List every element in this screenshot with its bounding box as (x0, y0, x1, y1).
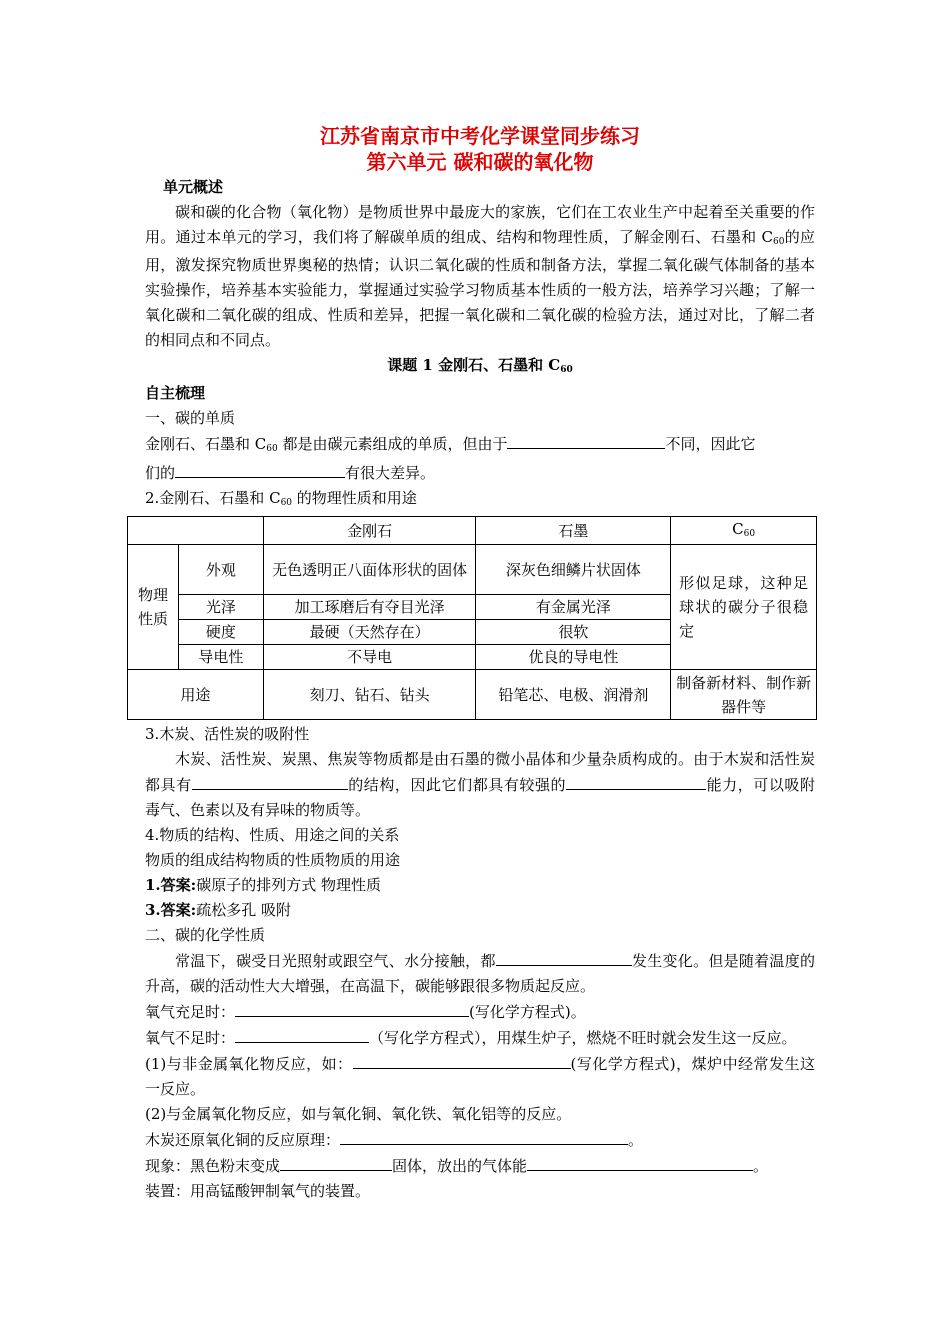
c60-uses: 制备新材料、制作新器件等 (671, 670, 817, 720)
diamond-cell: 最硬（天然存在） (263, 620, 476, 645)
blank-equation-incomplete-combustion[interactable] (235, 1025, 369, 1043)
blank-structure[interactable] (507, 431, 665, 449)
answer-3-text: 疏松多孔 吸附 (196, 901, 291, 919)
c60-header-text: C (732, 520, 744, 538)
overview-subscript: 60 (772, 237, 785, 247)
question-1 (145, 431, 815, 486)
graphite-cell: 很软 (476, 620, 671, 645)
diamond-cell: 无色透明正八面体形状的固体 (263, 545, 476, 595)
q2-text-a: 2.金刚石、石墨和 C (145, 489, 281, 507)
blank-no-change[interactable] (496, 948, 632, 966)
q1-text-e: 有很大差异。 (345, 464, 436, 482)
question-2-heading (145, 486, 815, 514)
phen-text-c: 。 (753, 1157, 769, 1175)
q2-subscript: 60 (280, 498, 293, 508)
unit-title: 第六单元 碳和碳的氧化物 (366, 150, 594, 174)
answer-3 (145, 898, 815, 923)
section-4-line: 物质的组成结构物质的性质物质的用途 (145, 851, 401, 869)
q2-text-b: 的物理性质和用途 (292, 489, 417, 507)
chem-paragraph-1 (145, 948, 815, 999)
lesson-title (145, 353, 815, 381)
col-header-c60 (671, 517, 817, 545)
document-title: 江苏省南京市中考化学课堂同步练习 (320, 124, 640, 148)
principle-text-b: 。 (628, 1131, 644, 1149)
o2-lack-text-b: （写化学方程式），用煤生炉子，燃烧不旺时就会发生这一反应。 (369, 1029, 797, 1047)
section-3-paragraph (145, 747, 815, 823)
diamond-cell: 加工琢磨后有夺目光泽 (263, 595, 476, 620)
diamond-cell: 不导电 (263, 645, 476, 670)
lesson-title-subscript: 60 (560, 365, 573, 375)
physical-properties-label: 物理性质 (128, 545, 179, 670)
chem-p1-text-a: 常温下，碳受日光照射或跟空气、水分接触，都 (175, 952, 496, 970)
r1-text-b: (写化学方程式)，煤炉中经常发生这一反应。 (145, 1055, 815, 1098)
diamond-uses: 刻刀、钻石、钻头 (263, 670, 476, 720)
section-3-heading: 3.木炭、活性炭的吸附性 (145, 725, 310, 743)
blank-equation-cuo-reduction[interactable] (340, 1127, 628, 1145)
blank-properties[interactable] (175, 460, 345, 478)
graphite-cell: 优良的导电性 (476, 645, 671, 670)
phen-text-a: 现象：黑色粉末变成 (145, 1157, 281, 1175)
s3-text-b: 的结构，因此它们都具有较强的 (347, 776, 567, 794)
o2-lack-text-a: 氧气不足时： (145, 1029, 236, 1047)
q1-text-d: 们的 (145, 464, 176, 482)
c60-properties-cell: 形似足球，这种足球状的碳分子很稳定 (671, 545, 817, 670)
col-header-graphite: 石墨 (476, 517, 671, 545)
q1-subscript: 60 (266, 444, 278, 454)
lesson-title-text: 课题 1 金刚石、石墨和 C (387, 356, 561, 374)
phen-text-b: 固体，放出的气体能 (392, 1157, 528, 1175)
s3-text-c: 能力，可以吸附毒气、色素以及有异味的物质等。 (145, 776, 815, 819)
answer-1-text: 碳原子的排列方式 物理性质 (196, 876, 381, 894)
graphite-uses: 铅笔芯、电极、润滑剂 (476, 670, 671, 720)
row-label: 硬度 (178, 620, 263, 645)
graphite-cell: 深灰色细鳞片状固体 (476, 545, 671, 595)
chem-p1-text-b: 发生变化。但是随着温度的升高，碳的活动性大大增强，在高温下，碳能够跟很多物质起反应。 (145, 952, 815, 995)
q1-text-c: 不同，因此它 (665, 435, 756, 453)
r1-text-a: (1)与非金属氧化物反应，如： (145, 1055, 353, 1073)
blank-porous[interactable] (192, 772, 348, 790)
reaction-1 (145, 1051, 815, 1102)
col-header-diamond: 金刚石 (263, 517, 476, 545)
reduction-principle (145, 1127, 815, 1153)
blank-adsorption[interactable] (566, 772, 706, 790)
q1-text-b: 都是由碳元素组成的单质，但由于 (277, 435, 508, 453)
phenomenon (145, 1153, 815, 1179)
row-label: 外观 (178, 545, 263, 595)
graphite-cell: 有金属光泽 (476, 595, 671, 620)
c60-header-subscript: 60 (743, 529, 756, 539)
apparatus: 装置：用高锰酸钾制氧气的装置。 (145, 1182, 371, 1200)
answer-1 (145, 873, 815, 898)
chemical-properties-heading: 二、碳的化学性质 (145, 926, 266, 944)
blank-red-solid[interactable] (280, 1153, 392, 1171)
principle-text-a: 木炭还原氧化铜的反应原理： (145, 1131, 341, 1149)
overview-paragraph (145, 200, 815, 353)
properties-table (127, 516, 817, 720)
answer-1-label: 1.答案: (145, 876, 197, 894)
answer-3-label: 3.答案: (145, 901, 197, 919)
oxygen-sufficient (145, 999, 815, 1025)
reaction-2: (2)与金属氧化物反应，如与氧化铜、氧化铁、氧化铝等的反应。 (145, 1105, 572, 1123)
row-label: 光泽 (178, 595, 263, 620)
blank-limewater[interactable] (527, 1153, 753, 1171)
overview-text-a: 碳和碳的化合物（氧化物）是物质世界中最庞大的家族，它们在工农业生产中起着至关重要的作用。通过本单元的学习，我们将了解碳单质的组成、结构和物理性质，了解金刚石、石墨和 C (145, 203, 815, 246)
uses-label: 用途 (128, 670, 264, 720)
blank-equation-nonmetal-oxide[interactable] (353, 1051, 571, 1069)
overview-text-b: 的应用，激发探究物质世界奥秘的热情；认识二氧化碳的性质和制备方法，掌握二氧化碳气体制备的基本实验操作，培养基本实验能力，掌握通过实验学习物质基本性质的一般方法，培养学习兴趣；了解一氧化碳和二氧化碳的组成、性质和差异，把握一氧化碳和二氧化碳的检验方法，通过对比，了解二者的相同点和不同点。 (145, 228, 815, 349)
section-carbon-elements: 一、碳的单质 (145, 409, 236, 427)
table-row-uses (128, 670, 817, 720)
table-corner-cell (128, 517, 264, 545)
blank-equation-complete-combustion[interactable] (235, 999, 469, 1017)
q1-text-a: 金刚石、石墨和 C (145, 435, 267, 453)
table-row (128, 545, 817, 595)
o2-full-text-a: 氧气充足时： (145, 1003, 236, 1021)
o2-full-text-b: (写化学方程式)。 (469, 1003, 586, 1021)
table-header-row (128, 517, 817, 545)
self-study-heading: 自主梳理 (145, 384, 206, 402)
s3-text-a: 木炭、活性炭、炭黑、焦炭等物质都是由石墨的微小晶体和少量杂质构成的。由于木炭和活性炭都具有 (145, 750, 815, 794)
row-label: 导电性 (178, 645, 263, 670)
section-4-heading: 4.物质的结构、性质、用途之间的关系 (145, 826, 400, 844)
overview-heading: 单元概述 (163, 178, 224, 196)
oxygen-insufficient (145, 1025, 815, 1051)
document-page (137, 120, 815, 1204)
